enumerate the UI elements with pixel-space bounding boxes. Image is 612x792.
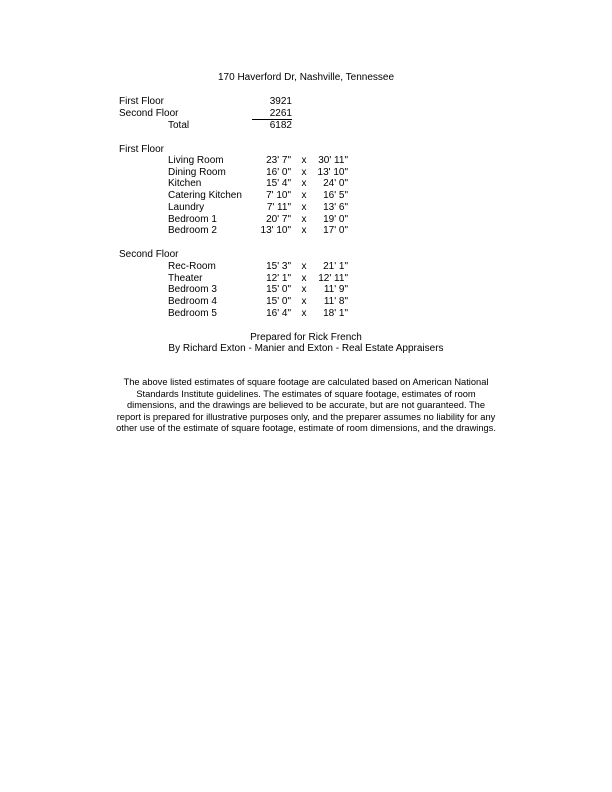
- room-name: Catering Kitchen: [168, 190, 242, 202]
- room-dim-separator: x: [301, 166, 307, 178]
- room-name: Bedroom 1: [168, 213, 217, 225]
- room-name: Bedroom 2: [168, 225, 217, 237]
- room-dim-width: 13' 10": [260, 225, 291, 237]
- summary-second-floor-label: Second Floor: [119, 108, 179, 119]
- disclaimer-text: The above listed estimates of square footage are calculated based on American National Standards Institute guidelines. The estimates of square footage, estimates of room dimensions, and the drawings are believed to be accurate, but are not guaranteed. The report is prepared for illustrative purposes only, and the preparer assumes no liability for any other use of the estimate of square footage, estimate of room dimensions, and the drawings.: [116, 377, 496, 434]
- room-name: Living Room: [168, 155, 224, 166]
- room-dim-length: 19' 0": [323, 213, 348, 225]
- room-dim-length: 16' 5": [323, 190, 348, 202]
- room-name: Kitchen: [168, 178, 202, 190]
- room-name: Rec-Room: [168, 261, 216, 272]
- room-dim-width: 16' 0": [266, 166, 291, 178]
- room-dim-length: 13' 10": [317, 166, 348, 178]
- prepared-for: Prepared for Rick French: [250, 332, 362, 343]
- room-dim-length: 17' 0": [323, 225, 348, 237]
- room-dim-separator: x: [301, 296, 307, 308]
- room-dim-length: 24' 0": [323, 178, 348, 190]
- room-dim-width: 20' 7": [266, 213, 291, 225]
- page-title: 170 Haverford Dr, Nashville, Tennessee: [217, 72, 395, 83]
- room-dim-separator: x: [301, 261, 307, 272]
- summary-total-value: 6182: [269, 120, 292, 131]
- room-dim-length: 30' 11": [318, 155, 348, 166]
- room-dim-separator: x: [301, 307, 307, 319]
- room-dim-separator: x: [301, 190, 307, 202]
- room-dim-separator: x: [301, 178, 307, 190]
- room-name: Bedroom 3: [168, 284, 217, 296]
- room-dim-width: 15' 0": [266, 284, 291, 296]
- prepared-by: By Richard Exton - Manier and Exton - Real Estate Appraisers: [168, 343, 444, 354]
- room-dim-length: 11' 9": [323, 284, 348, 296]
- summary-total-label: Total: [168, 120, 190, 131]
- room-dim-width: 15' 4": [266, 178, 291, 190]
- room-dim-separator: x: [301, 225, 307, 237]
- room-dim-length: 21' 1": [323, 261, 348, 272]
- room-dim-separator: x: [301, 272, 307, 284]
- room-dim-separator: x: [301, 201, 307, 213]
- room-dim-length: 13' 6": [323, 201, 348, 213]
- room-name: Laundry: [168, 201, 205, 213]
- room-name: Dining Room: [168, 166, 226, 178]
- room-name: Bedroom 5: [168, 307, 217, 319]
- room-dim-width: 23' 7": [266, 155, 291, 166]
- room-dim-separator: x: [301, 213, 307, 225]
- room-dim-width: 12' 1": [266, 272, 291, 284]
- summary-second-floor-value: 2261: [269, 108, 292, 119]
- second-floor-heading: Second Floor: [119, 249, 179, 260]
- summary-first-floor-label: First Floor: [119, 96, 164, 107]
- room-dim-width: 15' 3": [266, 261, 291, 272]
- room-dim-separator: x: [301, 284, 307, 296]
- room-dim-length: 18' 1": [323, 307, 348, 319]
- room-dim-length: 12' 11": [318, 272, 348, 284]
- first-floor-heading: First Floor: [119, 144, 164, 155]
- room-dim-separator: x: [301, 155, 307, 166]
- summary-first-floor-value: 3921: [269, 96, 292, 107]
- room-name: Theater: [168, 272, 203, 284]
- room-dim-width: 7' 10": [266, 190, 291, 202]
- room-dim-width: 7' 11": [266, 201, 291, 213]
- room-dim-length: 11' 8": [323, 296, 348, 308]
- room-dim-width: 15' 0": [266, 296, 291, 308]
- room-name: Bedroom 4: [168, 296, 217, 308]
- room-dim-width: 16' 4": [266, 307, 291, 319]
